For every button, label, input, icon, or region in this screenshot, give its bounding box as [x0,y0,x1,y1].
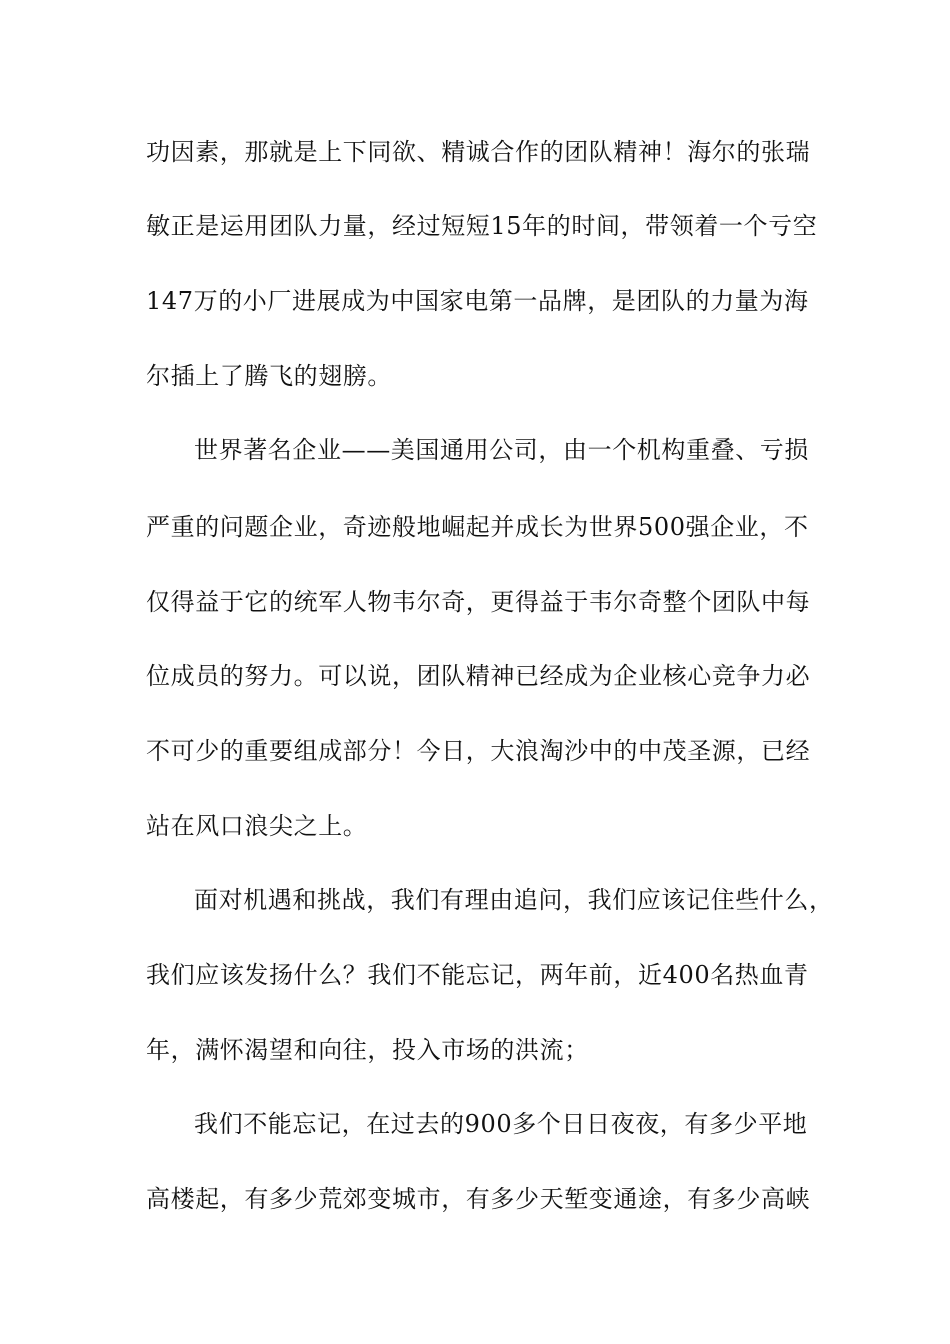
text-line: 尔插上了腾飞的翅膀。 [146,362,392,390]
paragraph-first-line: 世界著名企业——美国通用公司，由一个机构重叠、亏损 [194,436,809,464]
paragraph-first-line: 面对机遇和挑战，我们有理由追问，我们应该记住些什么， [194,886,834,914]
text-line: 位成员的努力。可以说，团队精神已经成为企业核心竞争力必 [146,662,811,690]
text-line: 高楼起，有多少荒郊变城市，有多少天堑变通途，有多少高峡 [146,1185,811,1213]
text-line: 仅得益于它的统军人物韦尔奇，更得益于韦尔奇整个团队中每 [146,588,811,616]
text-line: 敏正是运用团队力量，经过短短15年的时间，带领着一个亏空 [146,212,818,240]
paragraph-first-line: 我们不能忘记，在过去的900多个日日夜夜，有多少平地 [194,1110,808,1138]
text-line: 站在风口浪尖之上。 [146,812,368,840]
text-line: 不可少的重要组成部分！今日，大浪淘沙中的中茂圣源，已经 [146,737,811,765]
text-line: 我们应该发扬什么？我们不能忘记，两年前，近400名热血青 [146,961,809,989]
text-line: 年，满怀渴望和向往，投入市场的洪流； [146,1036,589,1064]
text-line: 功因素，那就是上下同欲、精诚合作的团队精神！海尔的张瑞 [146,138,811,166]
text-line: 严重的问题企业，奇迹般地崛起并成长为世界500强企业，不 [146,513,809,541]
text-line: 147万的小厂进展成为中国家电第一品牌，是团队的力量为海 [146,287,809,315]
